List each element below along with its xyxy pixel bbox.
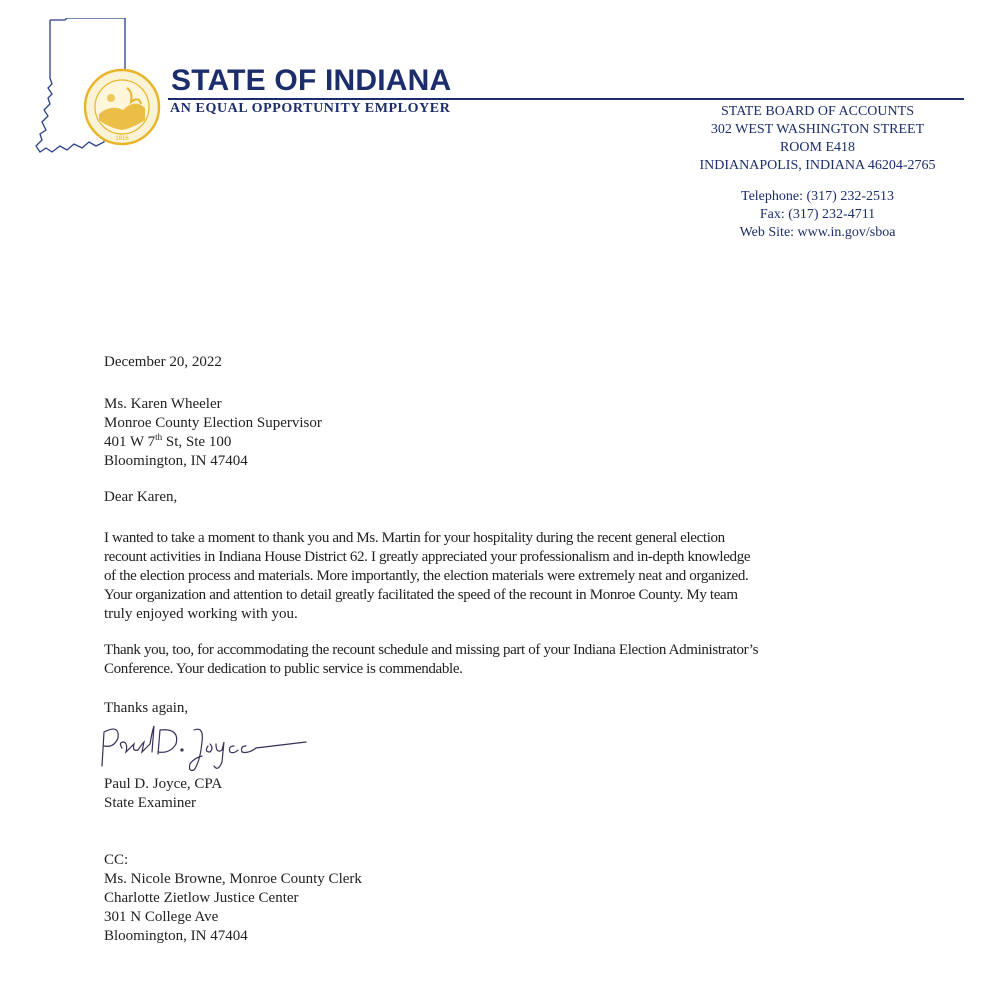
- paragraph-line: Your organization and attention to detail greatly facilitated the speed of the recount in Monroe County. My team: [104, 587, 738, 603]
- letterhead-divider: [168, 98, 964, 100]
- state-seal-icon: [83, 68, 161, 146]
- office-contact: [705, 188, 930, 242]
- paragraph-line: I wanted to take a moment to thank you and Ms. Martin for your hospitality during the recent general election: [104, 530, 725, 546]
- paragraph-line: Conference. Your dedication to public service is commendable.: [104, 661, 463, 677]
- office-city: INDIANAPOLIS, INDIANA 46204-2765: [699, 158, 936, 173]
- office-address: [680, 103, 955, 175]
- cc-line: Charlotte Zietlow Justice Center: [104, 890, 299, 906]
- salutation: Dear Karen,: [104, 489, 178, 505]
- recipient-name: Ms. Karen Wheeler: [104, 396, 222, 412]
- cc-line: 301 N College Ave: [104, 909, 219, 925]
- recipient-address: [104, 395, 322, 471]
- cc-block: [104, 851, 362, 946]
- street-number: 401 W 7: [104, 434, 156, 450]
- letter-date: December 20, 2022: [104, 354, 222, 370]
- signer-name: Paul D. Joyce, CPA: [104, 776, 223, 792]
- signer-block: [104, 775, 222, 813]
- cc-label: CC:: [104, 852, 129, 868]
- ordinal-suffix: th: [155, 432, 163, 442]
- signer-title: State Examiner: [104, 795, 197, 811]
- paragraph-line: truly enjoyed working with you.: [104, 606, 298, 622]
- office-street: 302 WEST WASHINGTON STREET: [710, 122, 925, 137]
- telephone: Telephone: (317) 232-2513: [741, 189, 894, 204]
- paragraph-line: Thank you, too, for accommodating the recount schedule and missing part of your Indiana Election Administrator’s: [104, 642, 759, 658]
- closing: Thanks again,: [104, 700, 189, 716]
- letterhead-tagline: AN EQUAL OPPORTUNITY EMPLOYER: [170, 101, 451, 116]
- recipient-street: [104, 433, 322, 452]
- recipient-city: Bloomington, IN 47404: [104, 453, 248, 469]
- cc-line: Ms. Nicole Browne, Monroe County Clerk: [104, 871, 362, 887]
- paragraph-line: of the election process and materials. More importantly, the election materials were extremely neat and organized.: [104, 568, 749, 584]
- fax: Fax: (317) 232-4711: [759, 207, 876, 222]
- signature-icon: [98, 722, 308, 774]
- body-paragraph-2: [104, 641, 904, 679]
- svg-text:1816: 1816: [115, 136, 129, 142]
- body-paragraph-1: [104, 529, 904, 624]
- office-room: ROOM E418: [779, 140, 856, 155]
- cc-line: Bloomington, IN 47404: [104, 928, 248, 944]
- office-name: STATE BOARD OF ACCOUNTS: [721, 104, 914, 119]
- recipient-title: Monroe County Election Supervisor: [104, 415, 322, 431]
- paragraph-line: recount activities in Indiana House District 62. I greatly appreciated your professionalism and in-depth knowledge: [104, 549, 751, 565]
- website: Web Site: www.in.gov/sboa: [739, 225, 896, 240]
- letterhead-title: STATE OF INDIANA: [171, 64, 452, 97]
- street-rest: St, Ste 100: [162, 434, 232, 450]
